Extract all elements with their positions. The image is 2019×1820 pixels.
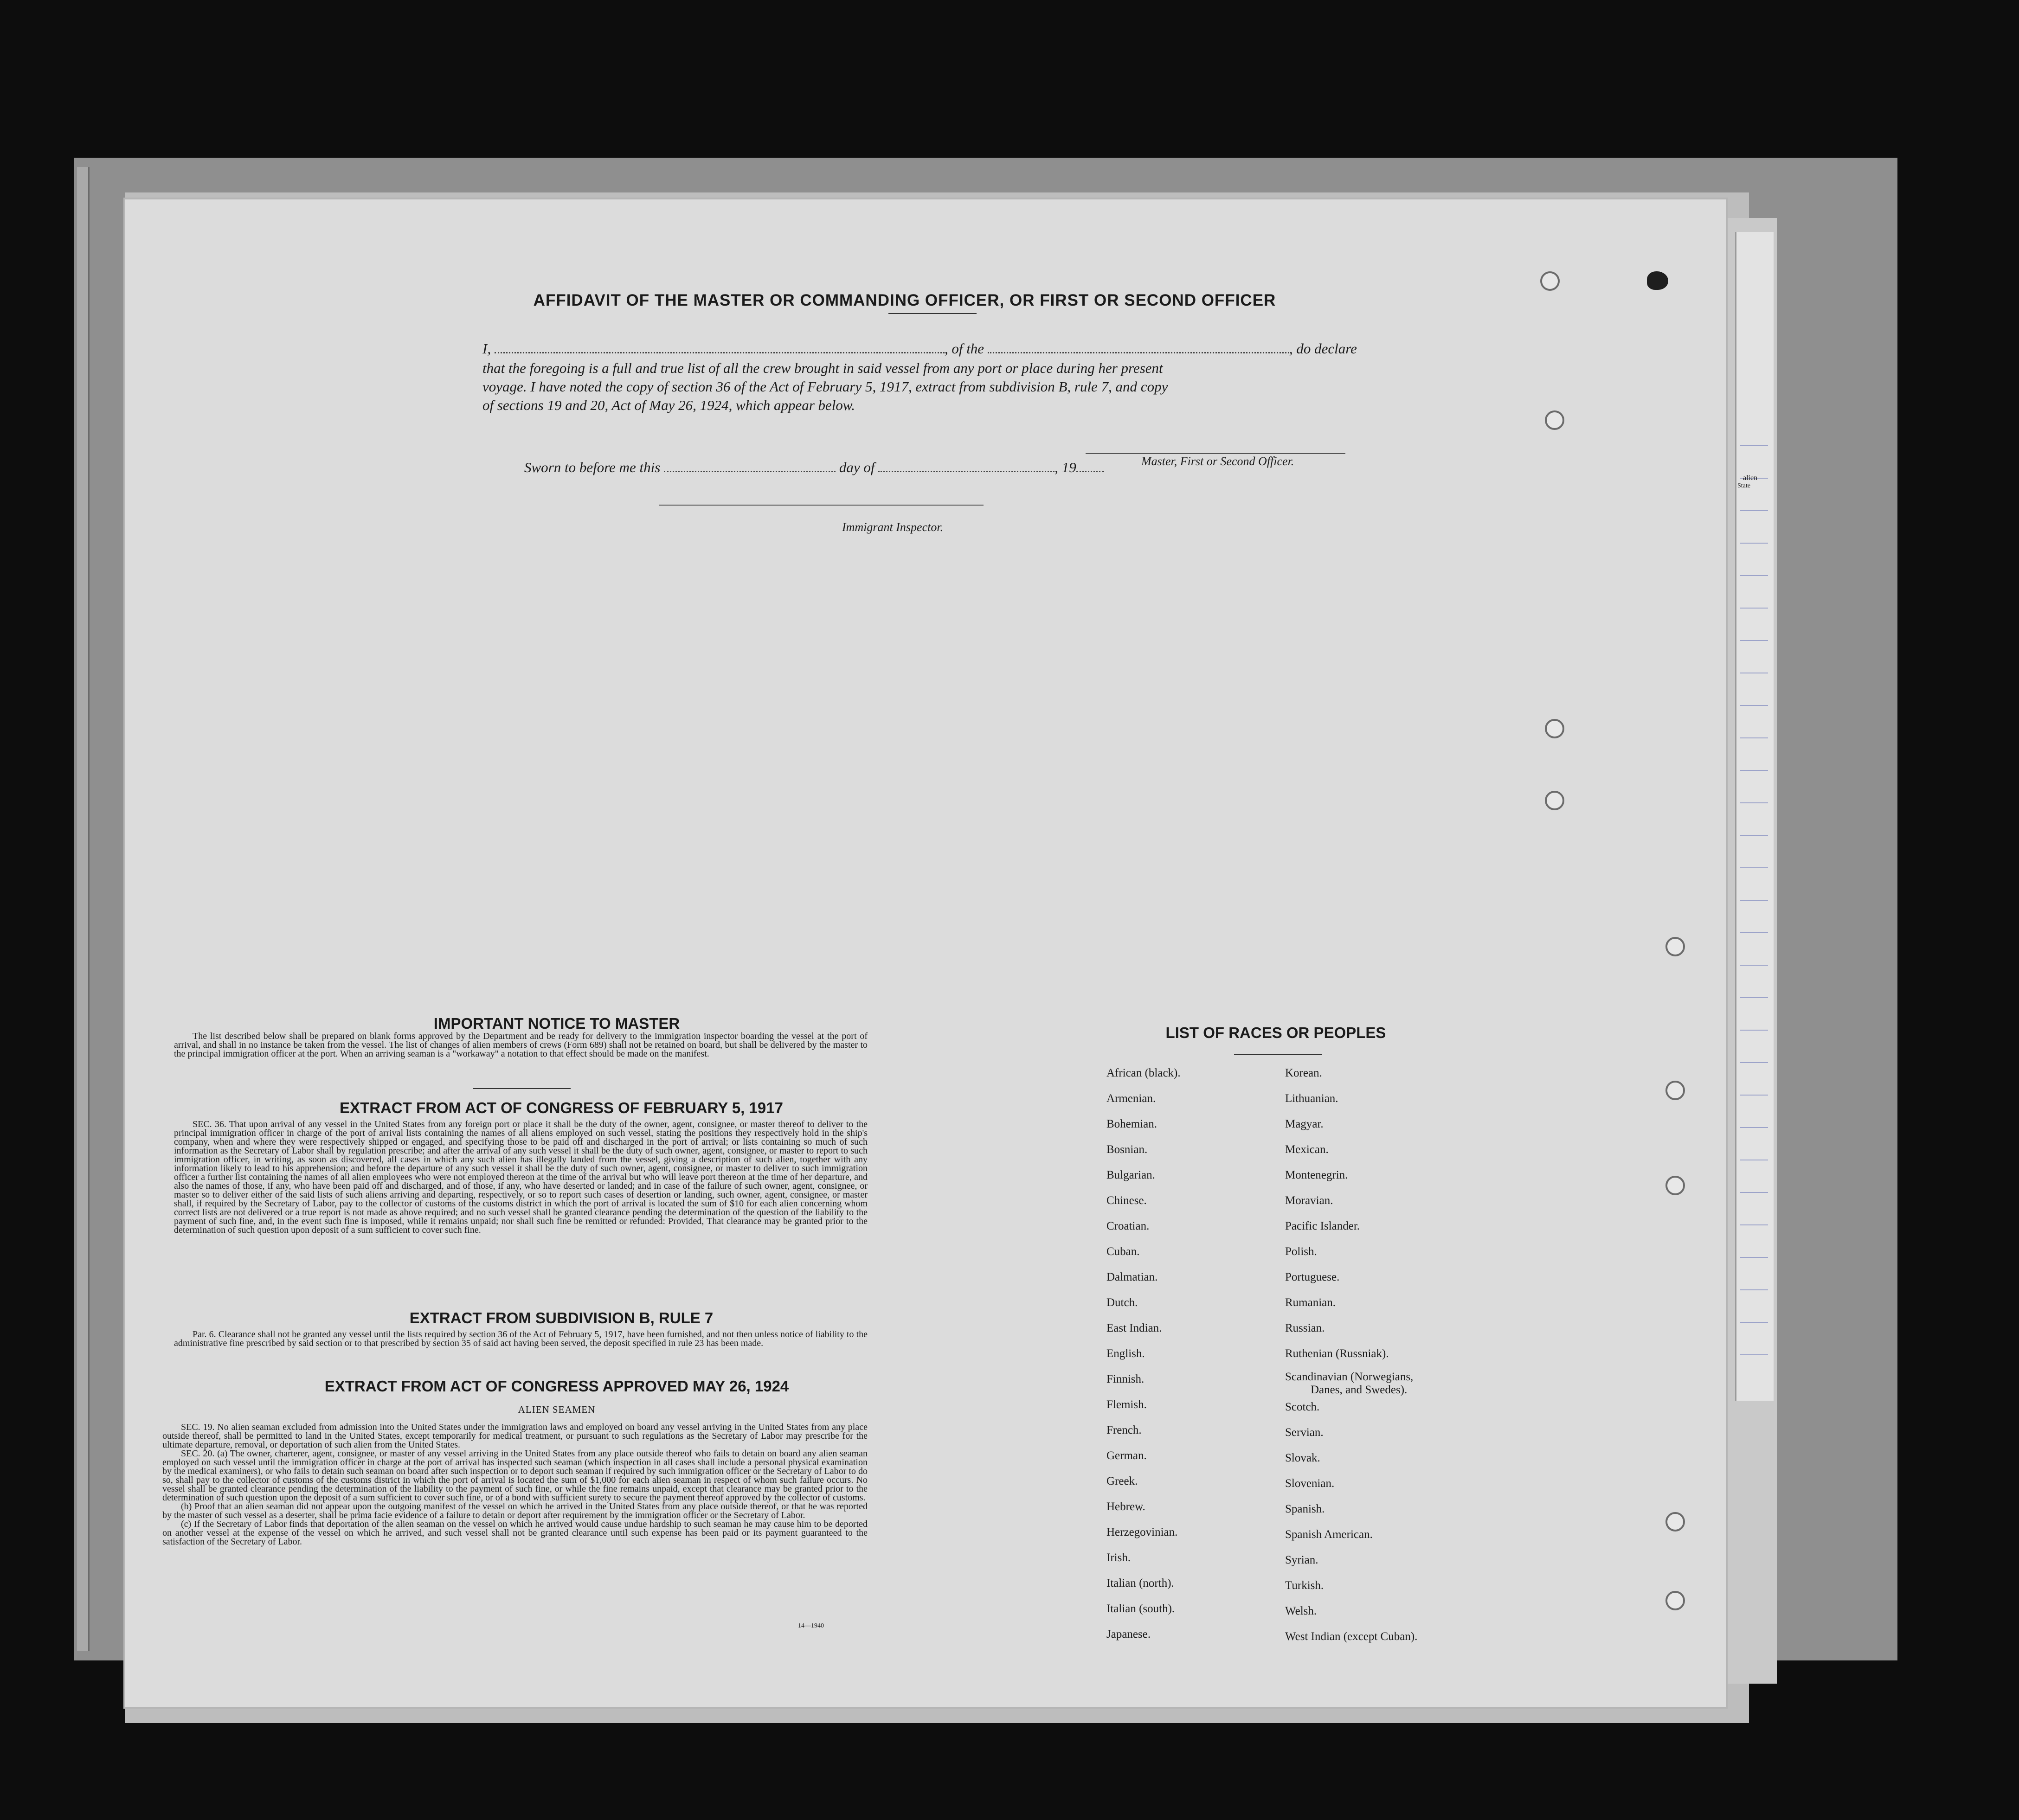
name-field[interactable] [495,348,945,353]
race-item: Slovak. [1285,1452,1320,1464]
race-item: Irish. [1106,1551,1131,1564]
extract-1917-rule [473,1088,571,1089]
form-number: 14—1940 [798,1622,824,1629]
race-item: Lithuanian. [1285,1092,1338,1105]
punch-hole [1545,791,1564,810]
punch-hole [1545,719,1564,738]
extract-1917-title: EXTRACT FROM ACT OF CONGRESS OF FEBRUARY 5, 1917 [340,1099,783,1116]
year-label: , 19 [1055,459,1076,475]
edge-text-alien: alien [1743,474,1758,482]
punch-hole [1665,1081,1685,1100]
race-item: German. [1106,1449,1147,1462]
affidavit-title: AFFIDAVIT OF THE MASTER OR COMMANDING OFFICER, OR FIRST OR SECOND OFFICER [533,291,1276,309]
race-item: East Indian. [1106,1322,1162,1334]
race-item: Bohemian. [1106,1118,1157,1130]
race-item: Servian. [1285,1426,1324,1439]
races-title: LIST OF RACES OR PEOPLES [1165,1024,1386,1041]
inspector-signature-line[interactable] [659,505,984,506]
race-item: Spanish. [1285,1503,1325,1515]
race-item: Croatian. [1106,1220,1150,1232]
punch-hole [1545,410,1564,430]
binder-spine [77,167,90,1651]
notice-text: The list described below shall be prepared on blank forms approved by the Department and be ready for delivery to the immigration inspector boarding the vessel at the port of arrival, and shall in no instance be taken from the vessel. The list of changes of alien members of crews (Form 689) shall not be retained on board, but shall be delivered by the master to the principal immigration officer at the port. When an arriving seaman is a "workaway" a notation to that effect should be made on the manifest. [174,1031,868,1059]
affidavit-line-2: that the foregoing is a full and true list of all the crew brought in said vessel from any port or place during her present [482,360,1163,376]
inspector-label: Immigrant Inspector. [842,520,944,534]
race-item: Ruthenian (Russniak). [1285,1347,1389,1360]
punch-hole [1665,1512,1685,1532]
affidavit-line-4: of sections 19 and 20, Act of May 26, 1924, which appear below. [482,397,855,413]
race-item: Pacific Islander. [1285,1220,1360,1232]
race-item: Chinese. [1106,1194,1147,1207]
race-item: Scotch. [1285,1401,1320,1413]
master-label: Master, First or Second Officer. [1141,455,1294,468]
race-item: Greek. [1106,1475,1138,1487]
race-item: Cuban. [1106,1245,1140,1258]
extract-1917-text: SEC. 36. That upon arrival of any vessel in the United States from any foreign port or place it shall be the duty of the owner, agent, consignee, or master thereof to deliver to the principal immigration officer in charge of the port of arrival lists containing the names of all aliens employed on such vessel, stating the positions they respectively hold in the ship's company, when and where they were respectively shipped or engaged, and specifying those to be paid off and discharged in the port of arrival; or lists containing so much of such information as the Secretary of Labor shall by regulation prescribe; and after the arrival of any such vessel it shall be the duty of such owner, agent, consignee, or master to report to such immigration officer, in writing, as soon as discovered, all cases in which any such alien has illegally landed from the vessel, giving a description of such alien, together with any information likely to lead to his apprehension; and before the departure of any such vessel it shall be the duty of such owner, agent, consignee, or master to deliver to such immigration officer a further list containing the names of all alien employees who were not employed thereon at the time of the arrival but who will leave port thereon at the time of her departure, and also the names of those, if any, who have been paid off and discharged, and of those, if any, who have deserted or landed; and in case of the failure of such owner, agent, consignee, or master so to deliver either of the said lists of such aliens arriving and departing, respectively, or so to report such cases of desertion or landing, such owner, agent, consignee, or master shall, if required by the Secretary of Labor, pay to the collector of customs of the customs district in which the port of arrival is located the sum of $10 for each alien concerning whom correct lists are not delivered or a true report is not made as above required; and no such vessel shall be granted clearance pending the determination of the question of the liability to the payment of such fine, and, in the event such fine is imposed, while it remains unpaid; nor shall such fine be remitted or refunded: Provided, That clearance may be granted prior to the determination of such question upon deposit of a sum sufficient to cover such fine. [174,1119,868,1235]
title-rule [888,313,977,314]
race-item: Flemish. [1106,1398,1147,1411]
master-signature-line[interactable] [1086,453,1345,454]
race-item: Moravian. [1285,1194,1333,1207]
race-item: Russian. [1285,1322,1325,1334]
race-item: Armenian. [1106,1092,1156,1105]
year-field[interactable] [1076,467,1104,472]
race-item: Bulgarian. [1106,1169,1155,1181]
sworn-line [524,457,1104,478]
punch-hole [1540,271,1560,291]
race-item: Spanish American. [1285,1528,1373,1541]
race-item: Italian (north). [1106,1577,1174,1589]
extract-1924-text: SEC. 19. No alien seaman excluded from admission into the United States under the immigration laws and employed on board any vessel arriving in the United States from any place outside thereof, shall be permitted to land in the United States, except temporarily for medical treatment, or pursuant to such regulations as the Secretary of Labor may prescribe for the ultimate departure, removal, or deportation of such alien from the United States. SEC. 20. (a) The owner, charterer, agent, consignee, or master of any vessel arriving in the United States from any place outside thereof who fails to detain on board any alien seaman employed on such vessel until the immigration officer in charge at the port of arrival has inspected such seaman (which inspection in all cases shall include a personal physical examination by the medical examiners), or who fails to detain such seaman on board after such inspection or to deport such seaman if required by such immigration officer or the Secretary of Labor to do so, shall pay to the collector of customs of the customs district in which the port of arrival is located the sum of $1,000 for each alien seaman in respect of whom such failure occurs. No vessel shall be granted clearance pending the determination of the liability to the payment of such fine, or while the fine remains unpaid, except that clearance may be granted prior to the determination of such question upon the deposit of a sum sufficient to cover such fine, or of a bond with sufficient surety to secure the payment thereof approved by the collector of customs. (b) Proof that an alien seaman did not appear upon the outgoing manifest of the vessel on which he arrived in the United States from any place outside thereof, or that he was reported by the master of such vessel as a deserter, shall be prima facie evidence of a failure to detain or deport after requirement by the immigration officer or the Secretary of Labor. (c) If the Secretary of Labor finds that deportation of the alien seaman on the vessel on which he arrived would cause undue hardship to such seaman he may cause him to be deported on another vessel at the expense of the vessel on which he arrived, and such vessel shall not be granted clearance until such expense has been paid or its payment guaranteed to the satisfaction of the Secretary of Labor. [162,1422,868,1547]
underlying-ledger-edge [1735,232,1774,1401]
race-item: Danes, and Swedes). [1311,1384,1408,1396]
punch-hole [1665,1176,1685,1195]
races-rule [1234,1054,1322,1055]
race-item: Hebrew. [1106,1500,1145,1513]
race-item: Welsh. [1285,1605,1317,1617]
race-item: Montenegrin. [1285,1169,1348,1181]
race-item: Korean. [1285,1067,1322,1079]
race-item: Dutch. [1106,1296,1138,1309]
race-item: Italian (south). [1106,1602,1175,1615]
race-item: Japanese. [1106,1628,1151,1641]
race-item: Polish. [1285,1245,1317,1258]
race-item: Portuguese. [1285,1271,1340,1283]
race-item: Mexican. [1285,1143,1329,1156]
sworn-day-field[interactable] [664,467,836,472]
rule7-text: Par. 6. Clearance shall not be granted any vessel until the lists required by section 36 of the Act of February 5, 1917, have been furnished, and not then unless notice of liability to the administrative fine prescribed by said section or to that prescribed by section 35 of said act having been served, the deposit specified in rule 23 has been made. [174,1329,868,1348]
race-item: Dalmatian. [1106,1271,1158,1283]
punch-hole [1665,937,1685,956]
of-the-label: , of the [944,340,984,357]
race-item: English. [1106,1347,1145,1360]
race-item: Bosnian. [1106,1143,1148,1156]
sworn-label: Sworn to before me this [524,459,661,475]
race-item: Magyar. [1285,1118,1324,1130]
race-item: Slovenian. [1285,1477,1335,1490]
race-item: Syrian. [1285,1554,1318,1566]
race-item: Turkish. [1285,1579,1324,1592]
race-item: Finnish. [1106,1373,1145,1385]
notice-title: IMPORTANT NOTICE TO MASTER [433,1015,680,1032]
alien-seamen-subtitle: ALIEN SEAMEN [518,1404,596,1415]
race-item: African (black). [1106,1067,1181,1079]
race-item: Scandinavian (Norwegians, [1285,1371,1414,1383]
vessel-field[interactable] [988,348,1289,353]
day-of-label: day of [839,459,875,475]
race-item: Herzegovinian. [1106,1526,1178,1538]
torn-hole [1647,271,1668,290]
race-item: West Indian (except Cuban). [1285,1630,1418,1643]
month-field[interactable] [878,467,1055,472]
rule7-title: EXTRACT FROM SUBDIVISION B, RULE 7 [409,1309,714,1327]
affidavit-line-3: voyage. I have noted the copy of section 36 of the Act of February 5, 1917, extract from subdivision B, rule 7, and copy [482,378,1168,395]
affidavit-line-1 [482,339,1357,359]
edge-text-state: State [1737,482,1750,489]
i-label: I, [482,340,491,357]
punch-hole [1665,1591,1685,1610]
extract-1924-title: EXTRACT FROM ACT OF CONGRESS APPROVED MAY 26, 1924 [324,1378,789,1395]
race-item: French. [1106,1424,1142,1436]
race-item: Rumanian. [1285,1296,1336,1309]
do-declare-label: , do declare [1289,340,1357,357]
